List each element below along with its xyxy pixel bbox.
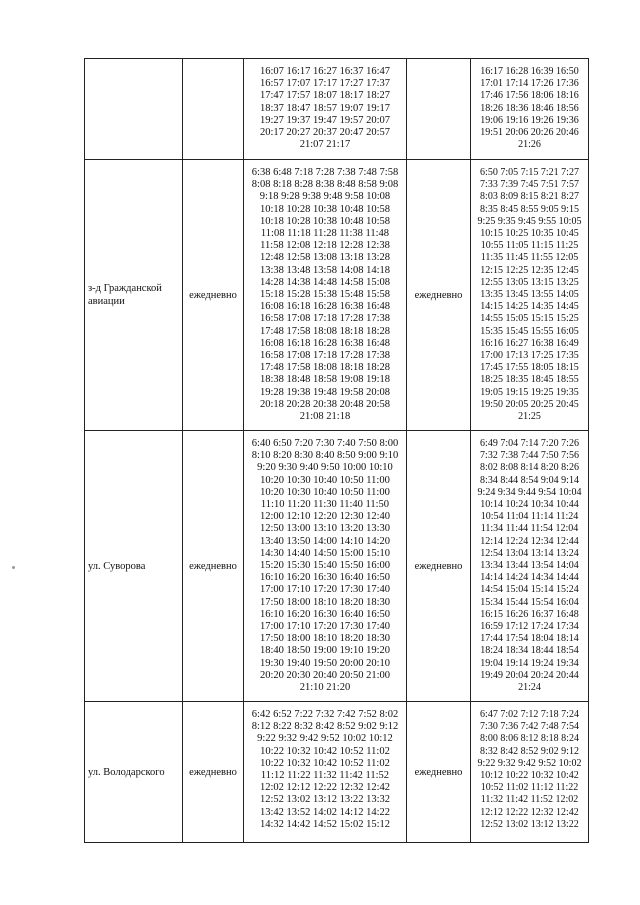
time-line: 8:08 8:18 8:28 8:38 8:48 8:58 9:08	[251, 179, 399, 191]
time-line: 16:59 17:12 17:24 17:34	[480, 621, 579, 633]
time-line: 9:18 9:28 9:38 9:48 9:58 10:08	[259, 191, 391, 203]
time-line: 21:26	[518, 139, 541, 151]
time-line: 20:20 20:30 20:40 20:50 21:00	[259, 669, 391, 681]
time-line: 12:14 12:24 12:34 12:44	[480, 535, 579, 547]
time-line: 13:34 13:44 13:54 14:04	[480, 560, 579, 572]
time-line: 15:20 15:30 15:40 15:50 16:00	[259, 560, 391, 572]
time-line: 16:10 16:20 16:30 16:40 16:50	[259, 608, 391, 620]
time-line: 19:06 19:16 19:26 19:36	[480, 114, 579, 126]
time-line: 12:12 12:22 12:32 12:42	[480, 806, 579, 818]
time-line: 16:58 17:08 17:18 17:28 17:38	[259, 350, 391, 362]
time-line: 11:12 11:22 11:32 11:42 11:52	[260, 770, 390, 782]
times-cell-forward	[244, 160, 407, 431]
time-line: 17:01 17:14 17:26 17:36	[480, 78, 579, 90]
time-line: 18:40 18:50 19:00 19:10 19:20	[259, 645, 391, 657]
time-line: 19:05 19:15 19:25 19:35	[480, 386, 579, 398]
time-line: 14:55 15:05 15:15 15:25	[480, 313, 579, 325]
time-line: 17:50 18:00 18:10 18:20 18:30	[259, 633, 391, 645]
time-line: 9:22 9:32 9:42 9:52 10:02 10:12	[257, 733, 393, 745]
table-row	[85, 702, 589, 843]
time-line: 10:22 10:32 10:42 10:52 11:02	[260, 757, 390, 769]
time-line: 14:32 14:42 14:52 15:02 15:12	[259, 818, 391, 830]
time-line: 17:45 17:55 18:05 18:15	[480, 362, 579, 374]
time-line: 9:22 9:32 9:42 9:52 10:02	[477, 757, 582, 769]
time-line: 12:52 13:02 13:12 13:22 13:32	[259, 794, 391, 806]
stop-name-cell: ул. Володарского	[85, 702, 183, 843]
time-line: 14:30 14:40 14:50 15:00 15:10	[259, 547, 391, 559]
time-line: 7:30 7:36 7:42 7:48 7:54	[480, 721, 579, 733]
times-cell-forward	[244, 431, 407, 702]
time-line: 14:15 14:25 14:35 14:45	[480, 301, 579, 313]
time-line: 21:25	[518, 411, 541, 423]
time-line: 8:00 8:06 8:12 8:18 8:24	[480, 733, 579, 745]
time-line: 15:35 15:45 15:55 16:05	[480, 325, 579, 337]
time-line: 14:14 14:24 14:34 14:44	[480, 572, 579, 584]
stop-name-cell: ул. Суворова	[85, 431, 183, 702]
time-line: 11:35 11:45 11:55 12:05	[480, 252, 579, 264]
time-line: 21:07 21:17	[299, 139, 351, 151]
time-line: 12:54 13:04 13:14 13:24	[480, 547, 579, 559]
time-line: 6:47 7:02 7:12 7:18 7:24	[480, 709, 579, 720]
time-line: 16:10 16:20 16:30 16:40 16:50	[259, 572, 391, 584]
time-line: 11:58 12:08 12:18 12:28 12:38	[260, 240, 390, 252]
time-line: 12:50 13:00 13:10 13:20 13:30	[259, 523, 391, 535]
time-line: 16:07 16:17 16:27 16:37 16:47	[259, 66, 391, 77]
time-line: 18:38 18:48 18:58 19:08 19:18	[259, 374, 391, 386]
time-line: 10:12 10:22 10:32 10:42	[480, 770, 579, 782]
time-line: 10:18 10:28 10:38 10:48 10:58	[259, 215, 391, 227]
time-line: 7:33 7:39 7:45 7:51 7:57	[480, 179, 579, 191]
scan-speck	[12, 566, 15, 569]
stop-name-cell	[85, 59, 183, 160]
time-line: 16:57 17:07 17:17 17:27 17:37	[259, 78, 391, 90]
table-row	[85, 59, 589, 160]
time-line: 19:04 19:14 19:24 19:34	[480, 657, 579, 669]
time-line: 19:27 19:37 19:47 19:57 20:07	[259, 114, 391, 126]
time-line: 17:00 17:13 17:25 17:35	[480, 350, 579, 362]
time-line: 17:47 17:57 18:07 18:17 18:27	[259, 90, 391, 102]
time-line: 17:48 17:58 18:08 18:18 18:28	[259, 362, 391, 374]
time-line: 18:26 18:36 18:46 18:56	[480, 102, 579, 114]
time-line: 16:17 16:28 16:39 16:50	[480, 66, 579, 77]
time-line: 11:10 11:20 11:30 11:40 11:50	[260, 499, 390, 511]
time-line: 12:02 12:12 12:22 12:32 12:42	[259, 782, 391, 794]
time-line: 19:51 20:06 20:26 20:46	[480, 127, 579, 139]
time-line: 17:46 17:56 18:06 18:16	[480, 90, 579, 102]
time-line: 21:24	[518, 682, 541, 694]
time-line: 19:50 20:05 20:25 20:45	[480, 398, 579, 410]
time-line: 20:17 20:27 20:37 20:47 20:57	[259, 127, 391, 139]
time-line: 6:49 7:04 7:14 7:20 7:26	[480, 438, 579, 449]
time-line: 11:34 11:44 11:54 12:04	[480, 523, 579, 535]
time-line: 18:37 18:47 18:57 19:07 19:17	[259, 102, 391, 114]
days-cell-forward: ежедневно	[183, 160, 244, 431]
time-line: 6:42 6:52 7:22 7:32 7:42 7:52 8:02	[251, 709, 399, 720]
time-line: 8:02 8:08 8:14 8:20 8:26	[480, 462, 579, 474]
time-line: 12:48 12:58 13:08 13:18 13:28	[259, 252, 391, 264]
time-line: 8:34 8:44 8:54 9:04 9:14	[480, 474, 579, 486]
time-line: 17:00 17:10 17:20 17:30 17:40	[259, 584, 391, 596]
time-line: 15:34 15:44 15:54 16:04	[480, 596, 579, 608]
days-cell-forward	[183, 59, 244, 160]
time-line: 11:32 11:42 11:52 12:02	[480, 794, 579, 806]
time-line: 15:18 15:28 15:38 15:48 15:58	[259, 289, 391, 301]
time-line: 10:52 11:02 11:12 11:22	[480, 782, 579, 794]
time-line: 17:44 17:54 18:04 18:14	[480, 633, 579, 645]
time-line: 17:48 17:58 18:08 18:18 18:28	[259, 325, 391, 337]
time-line: 10:18 10:28 10:38 10:48 10:58	[259, 203, 391, 215]
days-cell-return	[407, 59, 471, 160]
time-line: 12:15 12:25 12:35 12:45	[480, 264, 579, 276]
time-line: 14:54 15:04 15:14 15:24	[480, 584, 579, 596]
days-cell-forward: ежедневно	[183, 702, 244, 843]
time-line: 16:16 16:27 16:38 16:49	[480, 337, 579, 349]
time-line: 13:40 13:50 14:00 14:10 14:20	[259, 535, 391, 547]
schedule-table	[84, 58, 589, 843]
time-line: 12:00 12:10 12:20 12:30 12:40	[259, 511, 391, 523]
times-cell-return	[471, 431, 589, 702]
time-line: 10:20 10:30 10:40 10:50 11:00	[260, 474, 390, 486]
time-line: 8:35 8:45 8:55 9:05 9:15	[480, 203, 579, 215]
time-line: 19:28 19:38 19:48 19:58 20:08	[259, 386, 391, 398]
days-cell-return: ежедневно	[407, 431, 471, 702]
days-cell-return: ежедневно	[407, 160, 471, 431]
stop-name-cell: з-д Гражданской авиации	[85, 160, 183, 431]
time-line: 11:08 11:18 11:28 11:38 11:48	[260, 228, 390, 240]
time-line: 6:38 6:48 7:18 7:28 7:38 7:48 7:58	[251, 167, 399, 178]
time-line: 9:24 9:34 9:44 9:54 10:04	[477, 486, 582, 498]
times-cell-forward	[244, 59, 407, 160]
time-line: 18:24 18:34 18:44 18:54	[480, 645, 579, 657]
time-line: 12:55 13:05 13:15 13:25	[480, 276, 579, 288]
times-cell-return	[471, 59, 589, 160]
time-line: 6:50 7:05 7:15 7:21 7:27	[480, 167, 579, 178]
times-cell-return	[471, 160, 589, 431]
time-line: 17:00 17:10 17:20 17:30 17:40	[259, 621, 391, 633]
time-line: 19:49 20:04 20:24 20:44	[480, 669, 579, 681]
time-line: 10:20 10:30 10:40 10:50 11:00	[260, 486, 390, 498]
time-line: 6:40 6:50 7:20 7:30 7:40 7:50 8:00	[251, 438, 399, 449]
time-line: 10:15 10:25 10:35 10:45	[480, 228, 579, 240]
time-line: 8:32 8:42 8:52 9:02 9:12	[480, 745, 579, 757]
time-line: 10:22 10:32 10:42 10:52 11:02	[260, 745, 390, 757]
time-line: 16:08 16:18 16:28 16:38 16:48	[259, 301, 391, 313]
time-line: 9:20 9:30 9:40 9:50 10:00 10:10	[257, 462, 393, 474]
days-cell-forward: ежедневно	[183, 431, 244, 702]
time-line: 16:58 17:08 17:18 17:28 17:38	[259, 313, 391, 325]
days-cell-return: ежедневно	[407, 702, 471, 843]
time-line: 10:14 10:24 10:34 10:44	[480, 499, 579, 511]
table-row	[85, 160, 589, 431]
time-line: 7:32 7:38 7:44 7:50 7:56	[480, 450, 579, 462]
time-line: 18:25 18:35 18:45 18:55	[480, 374, 579, 386]
time-line: 21:08 21:18	[299, 411, 351, 423]
time-line: 9:25 9:35 9:45 9:55 10:05	[477, 215, 582, 227]
time-line: 8:12 8:22 8:32 8:42 8:52 9:02 9:12	[251, 721, 399, 733]
time-line: 8:03 8:09 8:15 8:21 8:27	[480, 191, 579, 203]
time-line: 10:55 11:05 11:15 11:25	[480, 240, 579, 252]
time-line: 14:28 14:38 14:48 14:58 15:08	[259, 276, 391, 288]
time-line: 12:52 13:02 13:12 13:22	[480, 818, 579, 830]
times-cell-forward	[244, 702, 407, 843]
time-line: 17:50 18:00 18:10 18:20 18:30	[259, 596, 391, 608]
times-cell-return	[471, 702, 589, 843]
table-row	[85, 431, 589, 702]
time-line: 10:54 11:04 11:14 11:24	[480, 511, 579, 523]
time-line: 21:10 21:20	[299, 682, 351, 694]
time-line: 16:08 16:18 16:28 16:38 16:48	[259, 337, 391, 349]
time-line: 13:38 13:48 13:58 14:08 14:18	[259, 264, 391, 276]
time-line: 13:42 13:52 14:02 14:12 14:22	[259, 806, 391, 818]
time-line: 19:30 19:40 19:50 20:00 20:10	[259, 657, 391, 669]
time-line: 13:35 13:45 13:55 14:05	[480, 289, 579, 301]
time-line: 8:10 8:20 8:30 8:40 8:50 9:00 9:10	[251, 450, 399, 462]
time-line: 20:18 20:28 20:38 20:48 20:58	[259, 398, 391, 410]
time-line: 16:15 16:26 16:37 16:48	[480, 608, 579, 620]
